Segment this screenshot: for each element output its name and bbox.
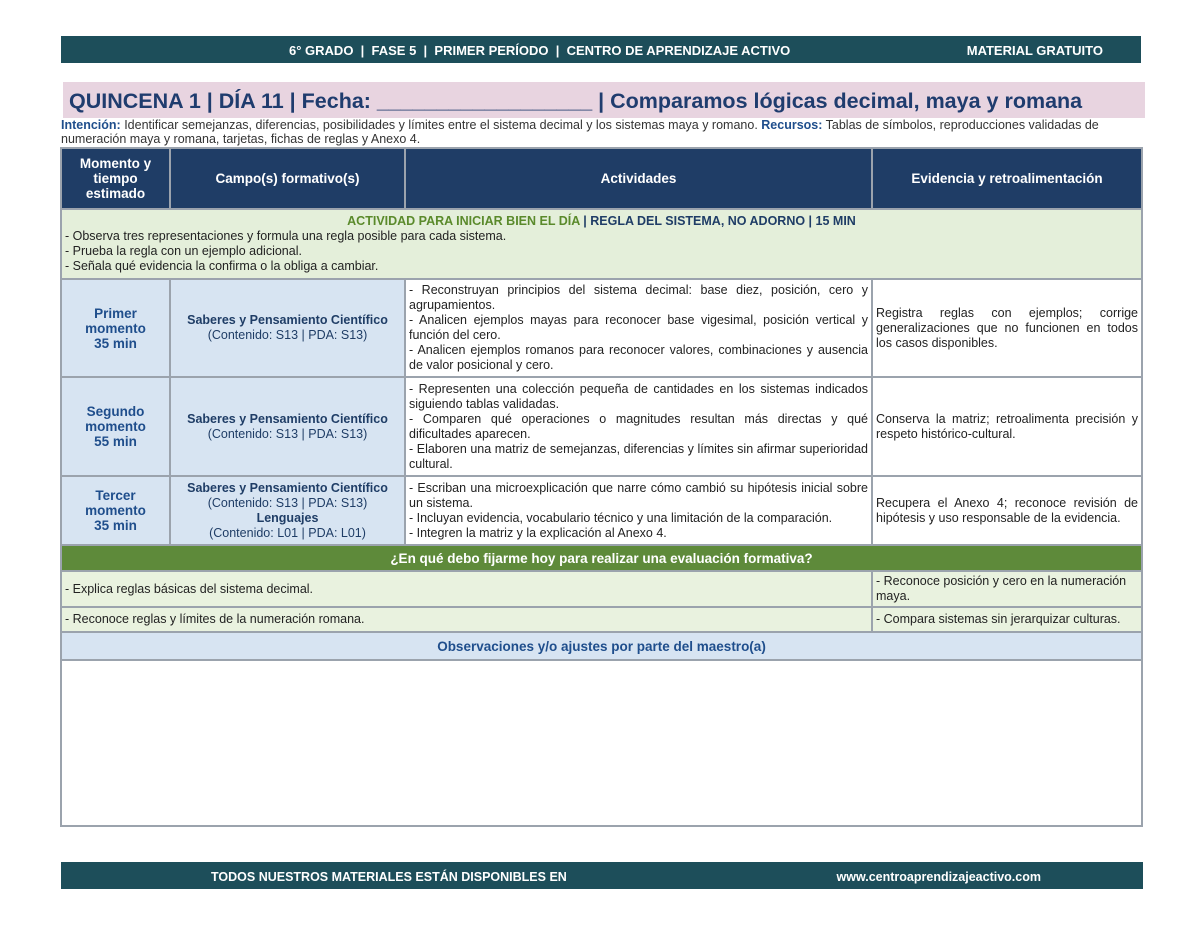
header-actividades: Actividades xyxy=(405,148,872,209)
evidence-cell: Registra reglas con ejemplos; corrige generalizaciones que no funcionen en todos los casos disponibles. xyxy=(872,279,1142,377)
observations-header: Observaciones y/o ajustes por parte del maestro(a) xyxy=(61,632,1142,660)
evaluation-header: ¿En qué debo fijarme hoy para realizar una evaluación formativa? xyxy=(61,545,1142,571)
evidence-cell: Recupera el Anexo 4; reconoce revisión de hipótesis y uso responsable de la evidencia. xyxy=(872,476,1142,545)
evaluation-item: - Reconoce reglas y límites de la numeración romana. xyxy=(61,607,872,632)
footer-bar xyxy=(61,862,1143,889)
header-evidencia: Evidencia y retroalimentación xyxy=(872,148,1142,209)
resources-label: Recursos: xyxy=(761,118,823,132)
table-row xyxy=(61,279,1142,377)
campo-cell: Saberes y Pensamiento Científico (Contenido: S13 | PDA: S13) Lenguajes (Contenido: L01 | PDA: L01) xyxy=(170,476,405,545)
header-momento: Momento y tiempo estimado xyxy=(61,148,170,209)
activities-cell: - Escriban una microexplicación que narre cómo cambió su hipótesis inicial sobre un sistema. - Incluyan evidencia, vocabulario técnico y una limitación de la comparación. - Integren la matriz y la explicación al Anexo 4. xyxy=(405,476,872,545)
footer-url[interactable]: www.centroaprendizajeactivo.com xyxy=(836,870,1041,884)
header-campo: Campo(s) formativo(s) xyxy=(170,148,405,209)
start-line: - Señala qué evidencia la confirma o la obliga a cambiar. xyxy=(65,259,379,273)
moment-cell: Segundo momento 55 min xyxy=(61,377,170,476)
lesson-title: QUINCENA 1 | DÍA 11 | Fecha: __________________ | Comparamos lógicas decimal, maya y romana xyxy=(69,89,1083,113)
evaluation-row xyxy=(61,607,1142,632)
campo-cell: Saberes y Pensamiento Científico (Contenido: S13 | PDA: S13) xyxy=(170,279,405,377)
start-activity xyxy=(61,209,1142,279)
activities-cell: - Reconstruyan principios del sistema decimal: base diez, posición, cero y agrupamientos. - Analicen ejemplos mayas para reconocer base vigesimal, posición vertical y función del cero. - Analicen ejemplos romanos para reconocer valores, combinaciones y ausencia de valor posicional y cero. xyxy=(405,279,872,377)
activities-cell: - Representen una colección pequeña de cantidades en los sistemas indicados siguiendo tablas validadas. - Comparen qué operaciones o magnitudes resultan más directas y qué dificultades aparecen. - Elaboren una matriz de semejanzas, diferencias y límites sin afirmar superioridad cultural. xyxy=(405,377,872,476)
evaluation-item: - Reconoce posición y cero en la numeración maya. xyxy=(872,571,1142,607)
start-activity-heading: ACTIVIDAD PARA INICIAR BIEN EL DÍA | REGLA DEL SISTEMA, NO ADORNO | 15 MIN xyxy=(347,214,856,228)
intent-label: Intención: xyxy=(61,118,121,132)
footer-text: TODOS NUESTROS MATERIALES ESTÁN DISPONIBLES EN xyxy=(211,870,567,884)
evaluation-item: - Compara sistemas sin jerarquizar culturas. xyxy=(872,607,1142,632)
header-title: 6° GRADO | FASE 5 | PRIMER PERÍODO | CENTRO DE APRENDIZAJE ACTIVO xyxy=(289,43,791,58)
evidence-cell: Conserva la matriz; retroalimenta precisión y respeto histórico-cultural. xyxy=(872,377,1142,476)
lesson-title-bar xyxy=(63,82,1145,118)
table-row xyxy=(61,377,1142,476)
plan-table xyxy=(60,147,1143,827)
evaluation-item: - Explica reglas básicas del sistema decimal. xyxy=(61,571,872,607)
start-line: - Observa tres representaciones y formula una regla posible para cada sistema. xyxy=(65,229,507,243)
header-bar xyxy=(61,36,1141,63)
start-line: - Prueba la regla con un ejemplo adicional. xyxy=(65,244,302,258)
table-row xyxy=(61,476,1142,545)
intent-text: Identificar semejanzas, diferencias, posibilidades y límites entre el sistema decimal y los sistemas maya y romano. xyxy=(120,118,762,132)
evaluation-row xyxy=(61,571,1142,607)
observations-area[interactable] xyxy=(61,660,1142,826)
moment-cell: Tercer momento 35 min xyxy=(61,476,170,545)
moment-cell: Primer momento 35 min xyxy=(61,279,170,377)
intent-paragraph xyxy=(61,118,1141,146)
campo-cell: Saberes y Pensamiento Científico (Contenido: S13 | PDA: S13) xyxy=(170,377,405,476)
resources-text: Tablas de símbolos, reproducciones validadas de numeración maya y romana, tarjetas, fichas de reglas y Anexo 4. xyxy=(61,118,1099,146)
header-free-label: MATERIAL GRATUITO xyxy=(966,43,1103,58)
